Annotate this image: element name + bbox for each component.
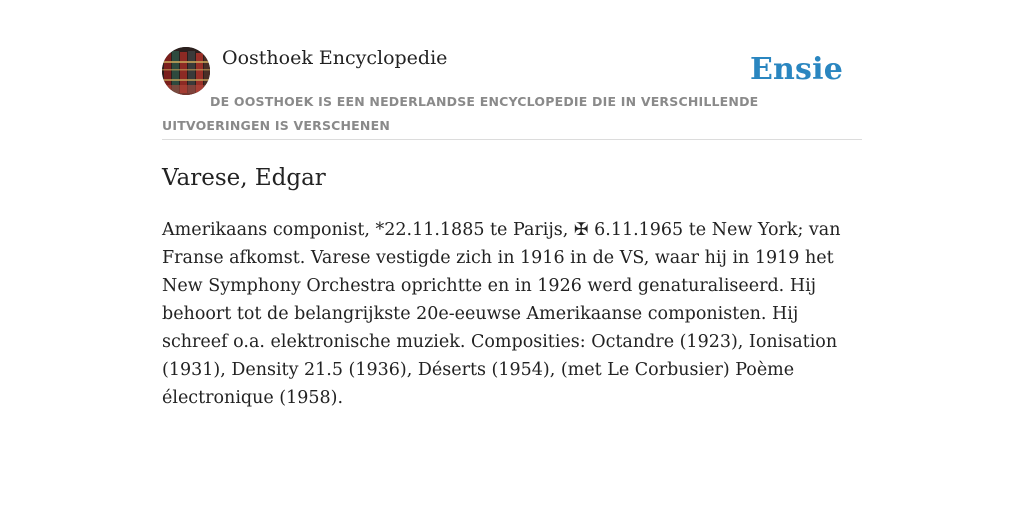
entry-body: Amerikaans componist, *22.11.1885 te Parijs, ✠ 6.11.1965 te New York; van Franse afkomst. Varese vestigde zich in 1916 in de VS, waar hij in 1919 het New Symphony Orchestra oprichtte en in 1926 werd genaturaliseerd. Hij behoort tot de belangrijkste 20e-eeuwse Amerikaanse componisten. Hij schreef o.a. elektronische muziek. Composities: Octandre (1923), Ionisation (1931), Density 21.5 (1936), Déserts (1954), (met Le Corbusier) Poème électronique (1958). — [162, 220, 841, 408]
ensie-logo[interactable]: Ensie — [749, 52, 843, 87]
source-description: DE OOSTHOEK IS EEN NEDERLANDSE ENCYCLOPEDIE DIE IN VERSCHILLENDE UITVOERINGEN IS VERSCHENEN — [162, 94, 759, 133]
source-header — [162, 46, 862, 140]
source-title[interactable]: Oosthoek Encyclopedie — [222, 47, 448, 69]
encyclopedia-books-icon[interactable] — [162, 47, 210, 95]
entry-title: Varese, Edgar — [162, 165, 326, 191]
